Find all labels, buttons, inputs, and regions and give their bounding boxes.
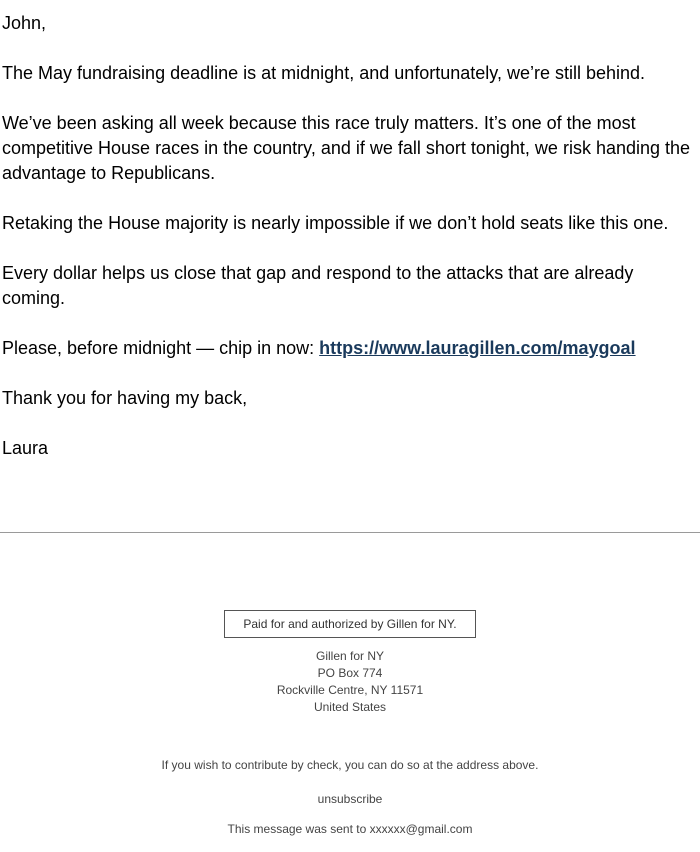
paid-for-disclaimer: Paid for and authorized by Gillen for NY. (224, 610, 475, 638)
paragraph-every-dollar: Every dollar helps us close that gap and respond to the attacks that are already coming. (2, 263, 634, 308)
cta-prefix: Please, before midnight — chip in now: (2, 338, 320, 358)
address-org: Gillen for NY (315, 649, 385, 663)
mailing-address (0, 648, 700, 716)
paragraph-house-majority: Retaking the House majority is nearly impossible if we don’t hold seats like this one. (2, 213, 669, 233)
check-contribution-note: If you wish to contribute by check, you can do so at the address above. (161, 758, 539, 772)
paragraph-race-matters: We’ve been asking all week because this race truly matters. It’s one of the most competitive House races in the country, and if we fall short tonight, we risk handing the advantage to Republicans. (2, 113, 691, 183)
donate-link[interactable]: https://www.lauragillen.com/maygoal (319, 338, 636, 358)
unsubscribe-link[interactable]: unsubscribe (317, 792, 383, 806)
email-body (2, 11, 698, 486)
signature: Laura (2, 438, 49, 458)
address-po-box: PO Box 774 (317, 666, 383, 680)
address-city-line: Rockville Centre, NY 11571 (276, 683, 424, 697)
greeting: John, (2, 13, 47, 33)
address-country: United States (313, 700, 387, 714)
cta-paragraph (2, 336, 698, 361)
footer (0, 610, 700, 836)
footer-divider (0, 532, 700, 533)
sent-to-note: This message was sent to xxxxxx@gmail.com (227, 822, 473, 836)
closing: Thank you for having my back, (2, 388, 248, 408)
paragraph-deadline: The May fundraising deadline is at midnight, and unfortunately, we’re still behind. (2, 63, 646, 83)
